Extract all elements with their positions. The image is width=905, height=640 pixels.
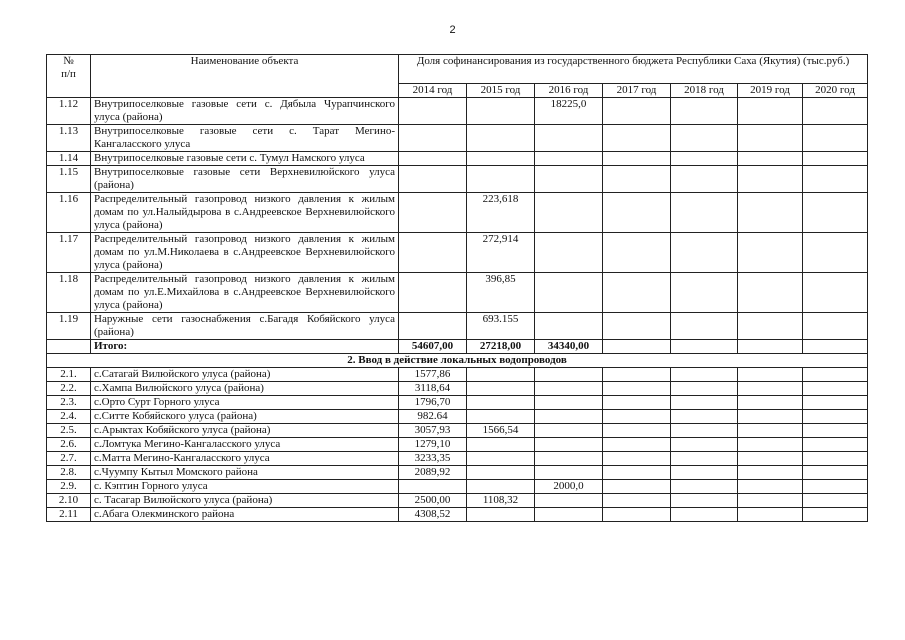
table-row	[47, 466, 868, 480]
year-value	[803, 273, 868, 313]
year-value	[603, 166, 671, 193]
year-value: 396,85	[467, 273, 535, 313]
year-value	[738, 438, 803, 452]
table-row	[47, 480, 868, 494]
row-number: 2.1.	[47, 368, 91, 382]
year-value	[603, 152, 671, 166]
row-number: 2.2.	[47, 382, 91, 396]
table-row	[47, 382, 868, 396]
header-year: 2015 год	[467, 84, 535, 98]
year-value: 1566,54	[467, 424, 535, 438]
year-value	[803, 98, 868, 125]
year-value: 18225,0	[535, 98, 603, 125]
table-row	[47, 166, 868, 193]
object-name: с. Тасагар Вилюйского улуса (района)	[91, 494, 399, 508]
year-value	[671, 368, 738, 382]
year-value	[671, 480, 738, 494]
row-number: 2.9.	[47, 480, 91, 494]
year-value	[535, 424, 603, 438]
row-number: 1.14	[47, 152, 91, 166]
year-value	[467, 166, 535, 193]
year-value: 3057,93	[399, 424, 467, 438]
total-value: 54607,00	[399, 340, 467, 354]
header-year: 2017 год	[603, 84, 671, 98]
year-value	[603, 313, 671, 340]
year-value	[467, 396, 535, 410]
year-value	[671, 438, 738, 452]
total-value: 34340,00	[535, 340, 603, 354]
year-value	[803, 313, 868, 340]
year-value: 1279,10	[399, 438, 467, 452]
total-value	[671, 340, 738, 354]
header-num: № п/п	[47, 55, 91, 98]
year-value	[803, 233, 868, 273]
table-row	[47, 152, 868, 166]
year-value	[399, 233, 467, 273]
table-row	[47, 494, 868, 508]
year-value	[671, 494, 738, 508]
object-name: Внутрипоселковые газовые сети Верхневилюйского улуса (района)	[91, 166, 399, 193]
object-name: Распределительный газопровод низкого давления к жилым домам по ул.М.Николаева в с.Андреевское Верхневилюйского улуса (района)	[91, 233, 399, 273]
year-value	[399, 313, 467, 340]
object-name: с.Орто Сурт Горного улуса	[91, 396, 399, 410]
object-name: Внутрипоселковые газовые сети с. Тумул Намского улуса	[91, 152, 399, 166]
year-value	[467, 382, 535, 396]
year-value	[603, 424, 671, 438]
table-row	[47, 98, 868, 125]
table-row	[47, 193, 868, 233]
year-value	[467, 152, 535, 166]
table-row	[47, 508, 868, 522]
year-value	[738, 466, 803, 480]
row-number: 2.10	[47, 494, 91, 508]
header-year: 2020 год	[803, 84, 868, 98]
year-value	[399, 98, 467, 125]
year-value	[803, 424, 868, 438]
year-value	[603, 480, 671, 494]
row-number: 1.19	[47, 313, 91, 340]
year-value	[738, 273, 803, 313]
object-name: с.Чуумпу Кытыл Момского района	[91, 466, 399, 480]
year-value	[671, 98, 738, 125]
year-value	[738, 494, 803, 508]
year-value	[738, 166, 803, 193]
year-value	[803, 396, 868, 410]
year-value	[671, 382, 738, 396]
year-value	[603, 193, 671, 233]
total-value: 27218,00	[467, 340, 535, 354]
table-body	[47, 98, 868, 522]
year-value	[803, 368, 868, 382]
year-value	[803, 438, 868, 452]
object-name: Наружные сети газоснабжения с.Багадя Кобяйского улуса (района)	[91, 313, 399, 340]
header-year: 2019 год	[738, 84, 803, 98]
year-value	[738, 233, 803, 273]
header-share: Доля софинансирования из государственного бюджета Республики Саха (Якутия) (тыс.руб.)	[399, 55, 868, 84]
year-value: 1796,70	[399, 396, 467, 410]
table-row	[47, 424, 868, 438]
table-row	[47, 233, 868, 273]
year-value: 2089,92	[399, 466, 467, 480]
year-value	[671, 273, 738, 313]
row-number: 1.18	[47, 273, 91, 313]
year-value	[399, 152, 467, 166]
year-value	[738, 508, 803, 522]
year-value	[803, 193, 868, 233]
year-value	[535, 438, 603, 452]
table-row	[47, 368, 868, 382]
year-value	[535, 273, 603, 313]
year-value	[671, 452, 738, 466]
row-number: 2.3.	[47, 396, 91, 410]
header-year: 2018 год	[671, 84, 738, 98]
year-value	[738, 125, 803, 152]
year-value	[671, 466, 738, 480]
year-value	[535, 410, 603, 424]
year-value	[535, 368, 603, 382]
year-value	[467, 368, 535, 382]
header-year: 2016 год	[535, 84, 603, 98]
year-value	[399, 125, 467, 152]
total-num-cell	[47, 340, 91, 354]
year-value	[738, 193, 803, 233]
year-value	[803, 466, 868, 480]
year-value	[803, 480, 868, 494]
year-value	[603, 410, 671, 424]
row-number: 1.16	[47, 193, 91, 233]
year-value	[603, 368, 671, 382]
year-value	[671, 152, 738, 166]
year-value	[467, 466, 535, 480]
row-number: 2.8.	[47, 466, 91, 480]
page-number: 2	[449, 24, 456, 36]
year-value	[399, 193, 467, 233]
header-name: Наименование объекта	[91, 55, 399, 98]
year-value	[671, 424, 738, 438]
header-year: 2014 год	[399, 84, 467, 98]
row-number: 2.5.	[47, 424, 91, 438]
object-name: с.Абага Олекминского района	[91, 508, 399, 522]
year-value: 1577,86	[399, 368, 467, 382]
table-row	[47, 438, 868, 452]
year-value	[603, 125, 671, 152]
year-value	[535, 494, 603, 508]
year-value	[467, 125, 535, 152]
year-value	[671, 410, 738, 424]
year-value	[535, 193, 603, 233]
table-row	[47, 125, 868, 152]
row-number: 1.15	[47, 166, 91, 193]
year-value	[738, 368, 803, 382]
object-name: с.Матта Мегино-Кангаласского улуса	[91, 452, 399, 466]
section-title: 2. Ввод в действие локальных водопроводов	[47, 354, 868, 368]
object-name: Распределительный газопровод низкого давления к жилым домам по ул.Налыйдырова в с.Андреевское Верхневилюйского улуса (района)	[91, 193, 399, 233]
year-value: 2500,00	[399, 494, 467, 508]
year-value	[671, 166, 738, 193]
year-value	[467, 480, 535, 494]
year-value	[535, 233, 603, 273]
year-value	[671, 193, 738, 233]
row-number: 2.7.	[47, 452, 91, 466]
year-value: 2000,0	[535, 480, 603, 494]
object-name: с.Сатагай Вилюйского улуса (района)	[91, 368, 399, 382]
year-value	[467, 410, 535, 424]
year-value	[803, 508, 868, 522]
year-value	[603, 508, 671, 522]
object-name: Внутрипоселковые газовые сети с. Тарат Мегино-Кангаласского улуса	[91, 125, 399, 152]
object-name: с. Кэптин Горного улуса	[91, 480, 399, 494]
year-value	[535, 382, 603, 396]
total-value	[803, 340, 868, 354]
year-value	[467, 508, 535, 522]
year-value	[603, 382, 671, 396]
year-value	[803, 382, 868, 396]
year-value	[671, 125, 738, 152]
object-name: с.Хампа Вилюйского улуса (района)	[91, 382, 399, 396]
year-value	[535, 313, 603, 340]
year-value	[603, 273, 671, 313]
total-label: Итого:	[91, 340, 399, 354]
table-row	[47, 273, 868, 313]
year-value	[738, 480, 803, 494]
year-value: 693.155	[467, 313, 535, 340]
total-value	[738, 340, 803, 354]
year-value	[399, 273, 467, 313]
total-row	[47, 340, 868, 354]
year-value	[803, 452, 868, 466]
year-value	[738, 452, 803, 466]
year-value	[803, 410, 868, 424]
year-value	[671, 233, 738, 273]
total-value	[603, 340, 671, 354]
year-value	[671, 313, 738, 340]
year-value	[399, 480, 467, 494]
year-value	[738, 410, 803, 424]
financing-table	[46, 54, 868, 522]
table-row	[47, 396, 868, 410]
year-value: 272,914	[467, 233, 535, 273]
object-name: Распределительный газопровод низкого давления к жилым домам по ул.Е.Михайлова в с.Андреевское Верхневилюйского улуса (района)	[91, 273, 399, 313]
object-name: с.Ломтука Мегино-Кангаласского улуса	[91, 438, 399, 452]
year-value	[803, 166, 868, 193]
year-value	[738, 396, 803, 410]
year-value	[603, 452, 671, 466]
row-number: 2.11	[47, 508, 91, 522]
year-value	[535, 452, 603, 466]
year-value: 223,618	[467, 193, 535, 233]
year-value	[467, 98, 535, 125]
year-value	[603, 98, 671, 125]
year-value	[535, 125, 603, 152]
row-number: 1.13	[47, 125, 91, 152]
table-row	[47, 410, 868, 424]
year-value	[535, 166, 603, 193]
year-value	[399, 166, 467, 193]
object-name: Внутрипоселковые газовые сети с. Дябыла Чурапчинского улуса (района)	[91, 98, 399, 125]
year-value	[603, 233, 671, 273]
year-value	[738, 382, 803, 396]
table-row	[47, 313, 868, 340]
year-value: 3233,35	[399, 452, 467, 466]
object-name: с.Ситте Кобяйского улуса (района)	[91, 410, 399, 424]
year-value	[603, 396, 671, 410]
year-value	[603, 466, 671, 480]
year-value	[535, 466, 603, 480]
year-value: 3118,64	[399, 382, 467, 396]
year-value	[603, 494, 671, 508]
year-value	[535, 396, 603, 410]
table-row	[47, 452, 868, 466]
year-value	[467, 438, 535, 452]
year-value: 4308,52	[399, 508, 467, 522]
year-value	[738, 424, 803, 438]
year-value	[803, 152, 868, 166]
year-value	[671, 508, 738, 522]
object-name: с.Арыктах Кобяйского улуса (района)	[91, 424, 399, 438]
row-number: 1.12	[47, 98, 91, 125]
year-value	[467, 452, 535, 466]
year-value	[671, 396, 738, 410]
year-value	[535, 152, 603, 166]
row-number: 1.17	[47, 233, 91, 273]
year-value	[803, 494, 868, 508]
year-value	[738, 98, 803, 125]
year-value	[803, 125, 868, 152]
row-number: 2.6.	[47, 438, 91, 452]
year-value: 982.64	[399, 410, 467, 424]
year-value	[738, 313, 803, 340]
year-value	[738, 152, 803, 166]
section-row	[47, 354, 868, 368]
row-number: 2.4.	[47, 410, 91, 424]
year-value: 1108,32	[467, 494, 535, 508]
year-value	[603, 438, 671, 452]
year-value	[535, 508, 603, 522]
